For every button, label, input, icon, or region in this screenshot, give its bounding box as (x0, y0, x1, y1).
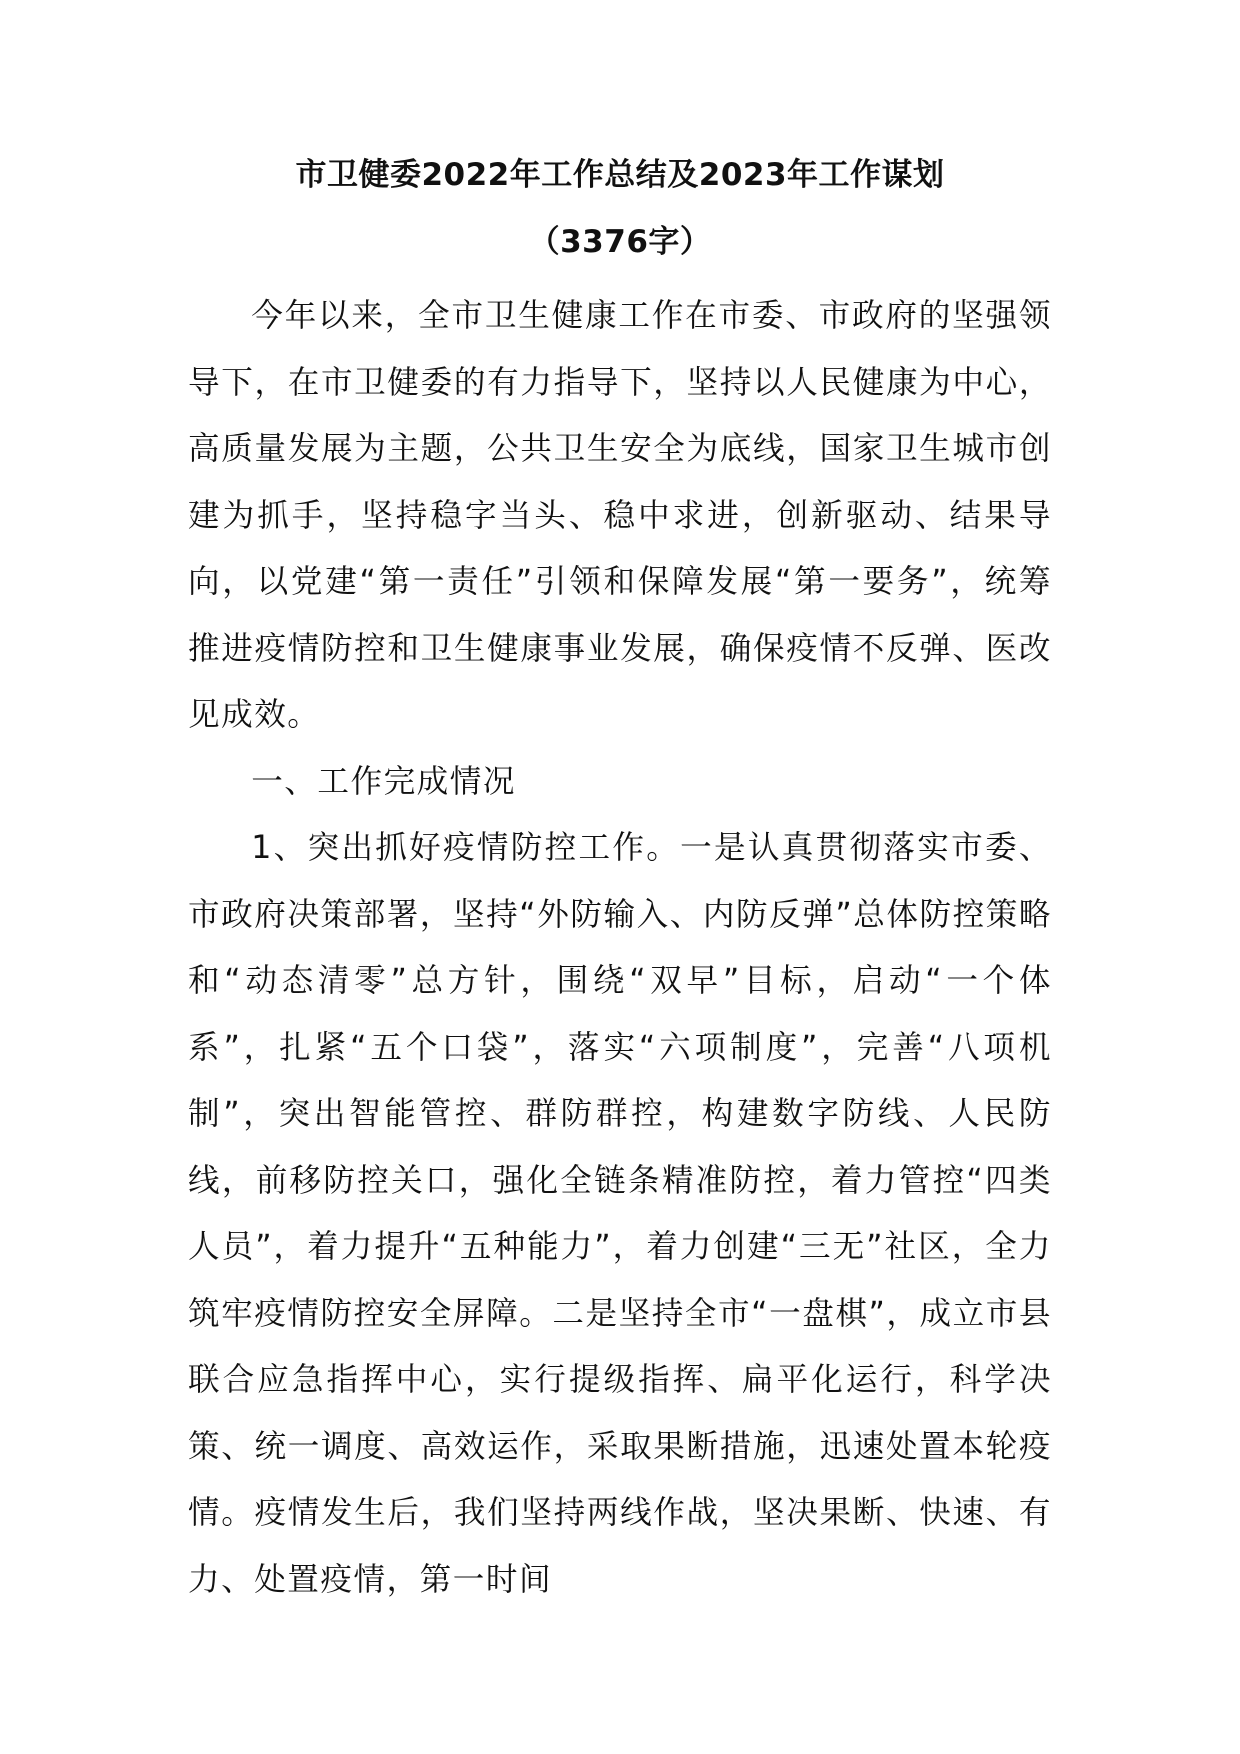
document-title: 市卫健委2022年工作总结及2023年工作谋划 (295, 157, 945, 193)
intro-paragraph: 今年以来，全市卫生健康工作在市委、市政府的坚强领导下，在市卫健委的有力指导下，坚持以人民健康为中心，高质量发展为主题，公共卫生安全为底线，国家卫生城市创建为抓手，坚持稳字当头、稳中求进，创新驱动、结果导向，以党建“第一责任”引领和保障发展“第一要务”，统筹推进疫情防控和卫生健康事业发展，确保疫情不反弹、医改见成效。 (188, 298, 1052, 733)
section-heading: 一、工作完成情况 (251, 763, 516, 800)
document-body (188, 283, 1052, 1613)
body-paragraph: 1、突出抓好疫情防控工作。一是认真贯彻落实市委、市政府决策部署，坚持“外防输入、内防反弹”总体防控策略和“动态清零”总方针，围绕“双早”目标，启动“一个体系”，扎紧“五个口袋”，落实“六项制度”，完善“八项机制”，突出智能管控、群防群控，构建数字防线、人民防线，前移防控关口，强化全链条精准防控，着力管控“四类人员”，着力提升“五种能力”，着力创建“三无”社区，全力筑牢疫情防控安全屏障。二是坚持全市“一盘棋”，成立市县联合应急指挥中心，实行提级指挥、扁平化运行，科学决策、统一调度、高效运作，采取果断措施，迅速处置本轮疫情。疫情发生后，我们坚持两线作战，坚决果断、快速、有力、处置疫情，第一时间 (188, 830, 1052, 1598)
document-subtitle: （3376字） (528, 224, 712, 260)
